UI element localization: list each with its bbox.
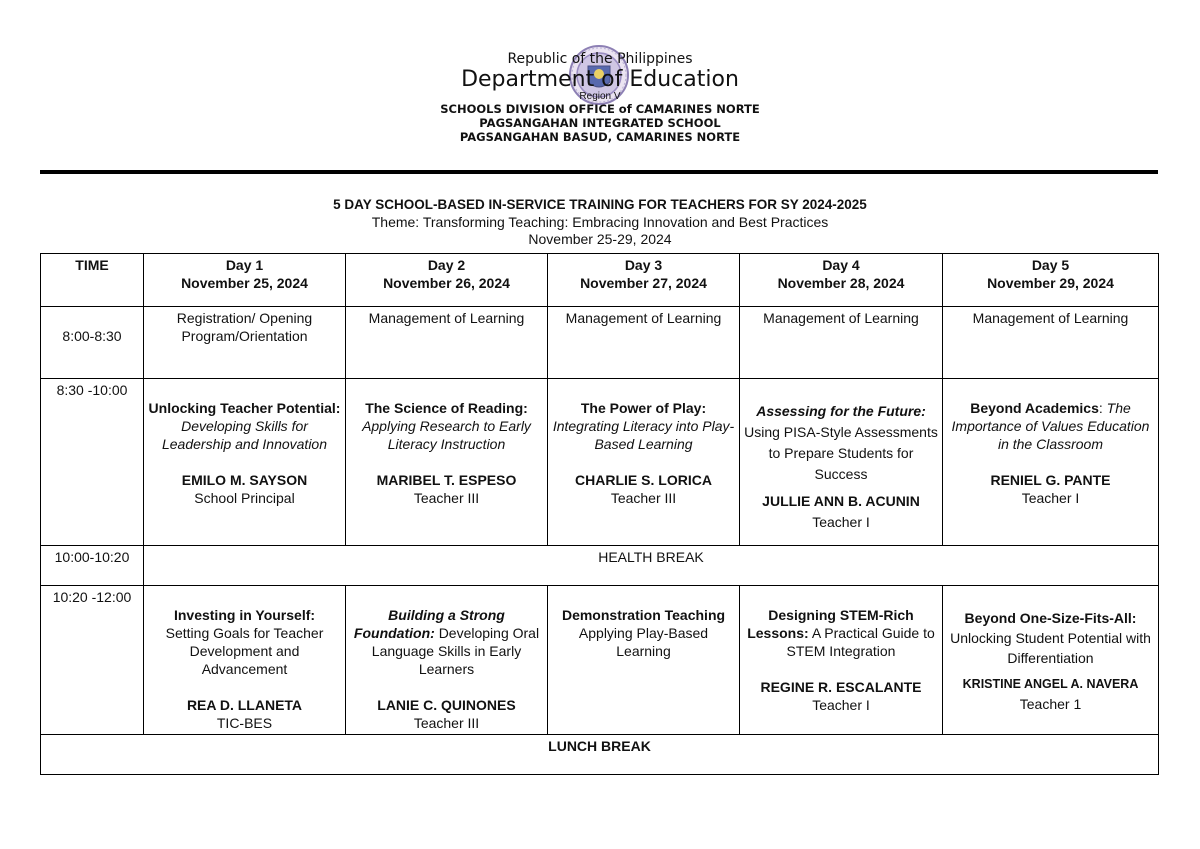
session-cell bbox=[144, 379, 346, 546]
speaker-name: RENIEL G. PANTE bbox=[990, 472, 1111, 488]
speaker-role: Teacher III bbox=[413, 715, 480, 731]
session-cell bbox=[943, 586, 1159, 735]
training-dates: November 25-29, 2024 bbox=[528, 231, 672, 247]
letterhead bbox=[0, 50, 1200, 144]
activity-cell: Management of Learning bbox=[346, 307, 548, 379]
speaker-name: JULLIE ANN B. ACUNIN bbox=[762, 493, 920, 509]
day-date: November 28, 2024 bbox=[777, 275, 905, 291]
day-label: Day 2 bbox=[427, 257, 466, 273]
day-header bbox=[144, 254, 346, 307]
session-title: Designing STEM-Rich Lessons: bbox=[747, 607, 914, 641]
header-row bbox=[41, 254, 1159, 307]
training-title-block bbox=[0, 196, 1200, 247]
session-title: Demonstration Teaching bbox=[561, 607, 726, 623]
day-label: Day 1 bbox=[225, 257, 264, 273]
lunch-break-cell: LUNCH BREAK bbox=[41, 735, 1159, 775]
session-subtitle: Developing Skills for Leadership and Innovation bbox=[161, 418, 328, 452]
speaker-role: Teacher 1 bbox=[1019, 696, 1082, 712]
session-subtitle: Integrating Literacy into Play-Based Learning bbox=[552, 418, 735, 452]
day-label: Day 4 bbox=[822, 257, 860, 273]
session-cell bbox=[740, 379, 943, 546]
speaker-role: Teacher I bbox=[812, 697, 870, 713]
time-cell: 8:30 -10:00 bbox=[41, 379, 144, 546]
break-row bbox=[41, 735, 1159, 775]
activity-cell: Registration/ Opening Program/Orientation bbox=[144, 307, 346, 379]
time-cell: 10:00-10:20 bbox=[41, 546, 144, 586]
session-title: Beyond Academics bbox=[970, 400, 1099, 416]
session-title: The Science of Reading: bbox=[365, 400, 528, 416]
session-subtitle: Using PISA-Style Assessments to Prepare Students for Success bbox=[744, 424, 938, 482]
day-header bbox=[346, 254, 548, 307]
day-label: Day 3 bbox=[624, 257, 663, 273]
session-title: Building a Strong Foundation: bbox=[353, 607, 505, 641]
office-line-3: PAGSANGAHAN BASUD, CAMARINES NORTE bbox=[459, 130, 741, 144]
day-date: November 25, 2024 bbox=[181, 275, 308, 291]
table-row bbox=[41, 307, 1159, 379]
session-subtitle: The Importance of Values Education in the Classroom bbox=[951, 400, 1150, 452]
speaker-name: EMILO M. SAYSON bbox=[181, 472, 308, 488]
region-line: Region V bbox=[579, 91, 621, 102]
session-cell: Beyond Academics: The Importance of Values Education in the Classroom RENIEL G. PANTE Teacher I bbox=[943, 379, 1159, 546]
day-label: Day 5 bbox=[1031, 257, 1070, 273]
speaker-name: REA D. LLANETA bbox=[186, 697, 303, 713]
table-row bbox=[41, 586, 1159, 735]
activity-cell: Management of Learning bbox=[548, 307, 740, 379]
table-row bbox=[41, 379, 1159, 546]
session-cell bbox=[548, 379, 740, 546]
time-cell: 10:20 -12:00 bbox=[41, 586, 144, 735]
session-title: Unlocking Teacher Potential: bbox=[148, 400, 341, 416]
speaker-role: Teacher III bbox=[413, 490, 480, 506]
session-title: Investing in Yourself: bbox=[173, 607, 316, 623]
session-title: Beyond One-Size-Fits-All: bbox=[964, 610, 1137, 626]
speaker-role: Teacher I bbox=[1021, 490, 1080, 506]
day-header bbox=[943, 254, 1159, 307]
speaker-role: School Principal bbox=[194, 490, 295, 506]
office-line-2: PAGSANGAHAN INTEGRATED SCHOOL bbox=[479, 116, 721, 130]
training-title: 5 DAY SCHOOL-BASED IN-SERVICE TRAINING FOR TEACHERS FOR SY 2024-2025 bbox=[333, 197, 867, 212]
activity-cell: Management of Learning bbox=[943, 307, 1159, 379]
training-theme: Theme: Transforming Teaching: Embracing Innovation and Best Practices bbox=[371, 214, 829, 230]
header-divider bbox=[40, 170, 1158, 174]
session-cell bbox=[144, 586, 346, 735]
day-date: November 29, 2024 bbox=[987, 275, 1114, 291]
schedule-table bbox=[40, 253, 1159, 775]
time-header: TIME bbox=[41, 254, 144, 307]
session-subtitle: Applying Play-Based Learning bbox=[578, 625, 709, 659]
break-row bbox=[41, 546, 1159, 586]
day-date: November 26, 2024 bbox=[383, 275, 510, 291]
department-name: Department of Education bbox=[461, 67, 739, 92]
speaker-name: KRISTINE ANGEL A. NAVERA bbox=[962, 677, 1139, 691]
speaker-role: Teacher III bbox=[610, 490, 677, 506]
health-break-cell: HEALTH BREAK bbox=[144, 546, 1159, 586]
session-cell bbox=[548, 586, 740, 735]
office-line-1: SCHOOLS DIVISION OFFICE of CAMARINES NORTE bbox=[440, 102, 760, 116]
session-subtitle: A Practical Guide to STEM Integration bbox=[786, 625, 935, 659]
republic-line: Republic of the Philippines bbox=[507, 51, 693, 67]
day-header bbox=[740, 254, 943, 307]
session-cell bbox=[346, 379, 548, 546]
activity-cell: Management of Learning bbox=[740, 307, 943, 379]
speaker-name: REGINE R. ESCALANTE bbox=[760, 679, 922, 695]
session-subtitle: Developing Oral Language Skills in Early Learners bbox=[371, 625, 540, 677]
session-subtitle: Setting Goals for Teacher Development and Advancement bbox=[165, 625, 324, 677]
session-cell bbox=[740, 586, 943, 735]
speaker-role: Teacher I bbox=[812, 514, 870, 530]
session-subtitle: Applying Research to Early Literacy Instruction bbox=[362, 418, 531, 452]
session-cell bbox=[346, 586, 548, 735]
speaker-role: TIC-BES bbox=[216, 715, 273, 731]
speaker-name: LANIE C. QUINONES bbox=[377, 697, 516, 713]
session-title: The Power of Play: bbox=[580, 400, 707, 416]
time-cell: 8:00-8:30 bbox=[41, 307, 144, 379]
speaker-name: CHARLIE S. LORICA bbox=[575, 472, 712, 488]
day-date: November 27, 2024 bbox=[580, 275, 707, 291]
day-header bbox=[548, 254, 740, 307]
session-title: Assessing for the Future: bbox=[756, 403, 926, 419]
session-subtitle: Unlocking Student Potential with Differentiation bbox=[950, 630, 1151, 666]
speaker-name: MARIBEL T. ESPESO bbox=[376, 472, 517, 488]
